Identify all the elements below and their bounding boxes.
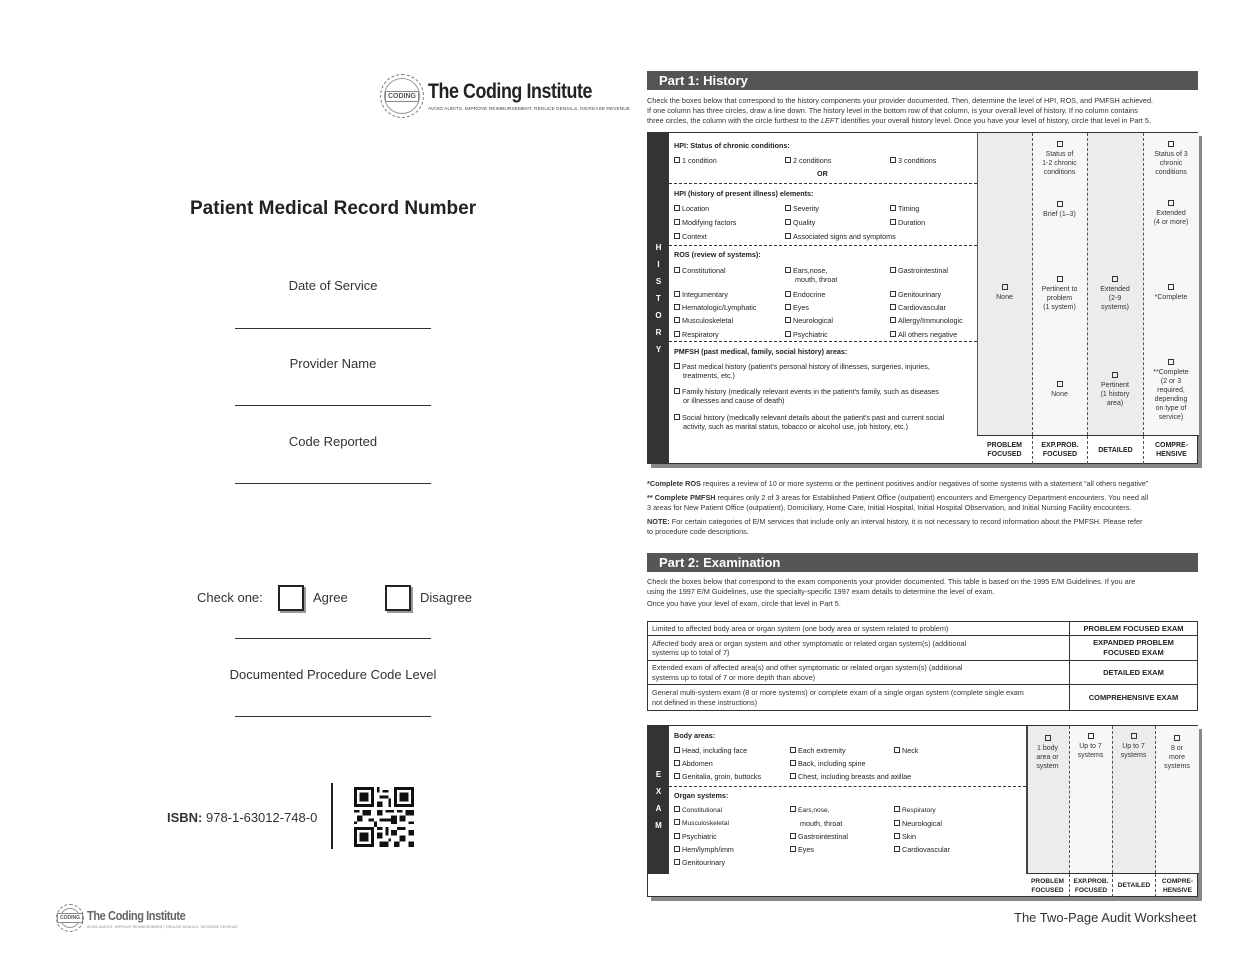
ros-item[interactable]: Eyes: [785, 303, 809, 312]
checkbox-icon: [674, 205, 680, 211]
exam-level-exp-prob-focused[interactable]: EXP.PROB. FOCUSED: [1069, 874, 1112, 897]
checkbox-icon: [674, 747, 680, 753]
isbn-label: ISBN:: [167, 810, 203, 825]
exam-row[interactable]: General multi-system exam (8 or more systems) or complete exam of a single organ system (complete single exam not defined in these instructions) COMPREHENSIVE EXAM: [648, 685, 1197, 710]
checkbox-icon: [785, 157, 791, 163]
qr-code-icon: [354, 787, 414, 847]
provider-name-label: Provider Name: [289, 356, 377, 371]
exam-col-1[interactable]: 1 body area or system: [1026, 732, 1069, 774]
checkbox-icon: [674, 363, 680, 369]
ros-item[interactable]: Neurological: [785, 316, 833, 325]
agreement-line[interactable]: [235, 638, 431, 639]
footer-brand-tagline: AVOID AUDITS, IMPROVE REIMBURSEMENT, REDUCE DENIALS, INCREASE REVENUE: [87, 924, 238, 929]
checkbox-icon: [1168, 284, 1174, 290]
exam-vertical-label: E X A M: [648, 726, 669, 874]
worksheet-footer-title: The Two-Page Audit Worksheet: [1014, 910, 1197, 925]
ros-item[interactable]: Psychiatric: [785, 330, 828, 339]
footer-brand-name: The Coding Institute: [87, 907, 186, 923]
exam-row[interactable]: Affected body area or organ system and other symptomatic or related organ system(s) (additional systems up to total of 7) EXPANDED PROBLEM FOCUSED EXAM: [648, 636, 1197, 661]
part2-instructions: Check the boxes below that correspond to the exam components your provider documented. This table is based on the 1995 E/M Guidelines. If you are using the 1997 E/M Guidelines, use the specialty-specific 1997 exam details to determine the level of exam. Once you have your level of exam, circle that level in Part 5.: [647, 577, 1136, 608]
checkbox-icon: [1112, 372, 1118, 378]
checkbox-icon: [1057, 276, 1063, 282]
agree-checkbox[interactable]: [278, 585, 304, 611]
pmfsh-complete-col[interactable]: **Complete (2 or 3 required, depending on type of service): [1143, 351, 1199, 431]
ros-complete-col[interactable]: *Complete: [1143, 281, 1199, 305]
history-notes: *Complete ROS requires a review of 10 or more systems or the pertinent positives and/or negatives of some systems with a statement “all others negative” ** Complete PMFSH requires only 2 of 3 areas for Established Patient Office (outpatient) encounters and Emergency Department encounters. You need all 3 areas for New Patient Office (outpatient), Domiciliary, Home Care, Initial Hospital, Initial Hospital Observation, and Initial Nursing Facility encounters. NOTE: For certain categories of E/M services that include only an interval history, it is not necessary to record information about the PMFSH. Please refer to procedure code descriptions.: [647, 479, 1149, 536]
code-reported-label: Code Reported: [288, 434, 378, 449]
checkbox-icon: [1174, 735, 1180, 741]
checkbox-icon: [785, 331, 791, 337]
hpi-item[interactable]: Location: [674, 204, 709, 213]
ros-item[interactable]: Musculoskeletal: [674, 316, 733, 325]
checkbox-icon: [674, 291, 680, 297]
ros-heading: ROS (review of systems):: [674, 250, 761, 259]
organ-item[interactable]: Constitutional: [674, 806, 722, 815]
checkbox-icon: [890, 331, 896, 337]
hpi-brief-col[interactable]: Brief (1–3): [1032, 195, 1087, 225]
checkbox-icon: [674, 304, 680, 310]
history-level-problem-focused[interactable]: PROBLEM FOCUSED: [987, 442, 1022, 458]
hpi-status-or: OR: [817, 169, 828, 178]
organ-item: mouth, throat: [800, 819, 843, 828]
checkbox-icon: [1168, 200, 1174, 206]
ros-item[interactable]: Gastrointestinal: [890, 266, 948, 275]
body-area-item[interactable]: Abdomen: [674, 759, 713, 768]
checkbox-icon: [785, 205, 791, 211]
organ-item[interactable]: Cardiovascular: [894, 845, 950, 854]
checkbox-icon: [890, 267, 896, 273]
ros-item[interactable]: All others negative: [890, 330, 957, 339]
checkbox-icon: [1045, 735, 1051, 741]
checkbox-icon: [1168, 359, 1174, 365]
organ-item[interactable]: Respiratory: [894, 806, 936, 815]
checkbox-icon: [1112, 276, 1118, 282]
ros-none-col[interactable]: None: [977, 281, 1032, 305]
checkbox-icon: [894, 820, 900, 826]
checkbox-icon: [785, 304, 791, 310]
checkbox-icon: [890, 291, 896, 297]
organ-item[interactable]: Skin: [894, 832, 916, 841]
disagree-checkbox[interactable]: [385, 585, 411, 611]
checkbox-icon: [1168, 141, 1174, 147]
checkbox-icon: [674, 317, 680, 323]
ros-item[interactable]: Integumentary: [674, 290, 728, 299]
part1-instructions: Check the boxes below that correspond to the history components your provider documented. Then, determine the level of HPI, ROS, and PMFSH achieved. If one column has three circles, draw a line down. The history level in the bottom row of that column, is your overall level of history. If no column contains three circles, the column with the circle furthest to the LEFT identifies your overall history level. Once you have your level of history, circle that level in Part 5.: [647, 96, 1154, 125]
history-level-exp-prob-focused[interactable]: EXP.PROB. FOCUSED: [1032, 436, 1087, 464]
part1-header: Part 1: History: [647, 71, 1198, 90]
hpi-item[interactable]: Quality: [785, 218, 815, 227]
checkbox-icon: [785, 233, 791, 239]
agree-label: Agree: [313, 590, 348, 605]
checkbox-icon: [674, 819, 680, 825]
checkbox-icon: [894, 747, 900, 753]
checkbox-icon: [1002, 284, 1008, 290]
checkbox-icon: [1088, 733, 1094, 739]
pmfsh-item-social[interactable]: Social history (medically relevant details about the patient's past and current social activity, such as marital status, tobacco or alcohol use, job history, etc.): [674, 413, 974, 431]
ros-item[interactable]: Constitutional: [674, 266, 726, 275]
hpi-item[interactable]: Modifying factors: [674, 218, 736, 227]
checkbox-icon: [1057, 141, 1063, 147]
checkbox-icon: [890, 219, 896, 225]
checkbox-icon: [785, 267, 791, 273]
date-of-service-label: Date of Service: [288, 278, 378, 293]
checkbox-icon: [894, 806, 900, 812]
documented-level-line[interactable]: [235, 716, 431, 717]
hpi-item[interactable]: Context: [674, 232, 707, 241]
checkbox-icon: [890, 317, 896, 323]
checkbox-icon: [890, 157, 896, 163]
isbn-value: 978-1-63012-748-0: [206, 810, 318, 825]
body-area-item[interactable]: Genitalia, groin, buttocks: [674, 772, 761, 781]
hpi-status-opt1[interactable]: 1 condition: [674, 156, 717, 165]
ros-item[interactable]: Genitourinary: [890, 290, 941, 299]
checkbox-icon: [674, 760, 680, 766]
checkbox-icon: [790, 773, 796, 779]
organ-item[interactable]: Psychiatric: [674, 832, 717, 841]
brand-name: The Coding Institute: [428, 80, 593, 103]
checkbox-icon: [674, 773, 680, 779]
checkbox-icon: [890, 304, 896, 310]
footer-seal-icon: CODING: [56, 904, 84, 932]
checkbox-icon: [674, 267, 680, 273]
history-level-detailed[interactable]: DETAILED: [1087, 436, 1143, 464]
organ-item[interactable]: Hem/lymph/imm: [674, 845, 734, 854]
checkbox-icon: [785, 219, 791, 225]
hpi-status-extended-col[interactable]: Status of 3 chronic conditions: [1143, 137, 1199, 181]
exam-level-detailed[interactable]: DETAILED: [1112, 874, 1155, 897]
checkbox-icon: [890, 205, 896, 211]
hpi-extended-col[interactable]: Extended (4 or more): [1143, 195, 1199, 233]
exam-col-4[interactable]: 8 or more systems: [1155, 732, 1199, 774]
hpi-item[interactable]: Severity: [785, 204, 819, 213]
hpi-item[interactable]: Timing: [890, 204, 919, 213]
checkbox-icon: [790, 747, 796, 753]
pmfsh-item-family[interactable]: Family history (medically relevant events in the patient's family, such as diseases or illnesses and cause of death): [674, 387, 974, 405]
history-level-comprehensive[interactable]: COMPRE- HENSIVE: [1143, 436, 1199, 464]
history-table: [647, 132, 1198, 464]
part2-header: Part 2: Examination: [647, 553, 1198, 572]
checkbox-icon: [674, 157, 680, 163]
checkbox-icon: [790, 806, 796, 812]
checkbox-icon: [1057, 201, 1063, 207]
checkbox-icon: [790, 760, 796, 766]
body-area-item[interactable]: Back, including spine: [790, 759, 866, 768]
pmfsh-heading: PMFSH (past medical, family, social history) areas:: [674, 347, 848, 356]
checkbox-icon: [674, 806, 680, 812]
checkbox-icon: [674, 846, 680, 852]
body-area-item[interactable]: Each extremity: [790, 746, 846, 755]
isbn-divider: [331, 783, 333, 849]
checkbox-icon: [894, 846, 900, 852]
exam-level-comprehensive[interactable]: COMPRE- HENSIVE: [1155, 874, 1199, 897]
brand-tagline: AVOID AUDITS, IMPROVE REIMBURSEMENT, REDUCE DENIALS, INCREASE REVENUE: [428, 106, 631, 112]
pmfsh-item-past[interactable]: Past medical history (patient's personal history of illnesses, surgeries, injuries, treatments, etc.): [674, 362, 974, 380]
hpi-elements-heading: HPI (history of present illness) elements:: [674, 189, 814, 198]
organ-item[interactable]: Ears,nose,: [790, 806, 830, 815]
ros-item[interactable]: Allergy/Immunologic: [890, 316, 963, 325]
ros-item[interactable]: Respiratory: [674, 330, 719, 339]
exam-row[interactable]: Extended exam of affected area(s) and other symptomatic or related organ system(s) (additional systems up to total of 7 or more depth than above) DETAILED EXAM: [648, 661, 1197, 685]
checkbox-icon: [785, 291, 791, 297]
organ-item[interactable]: Neurological: [894, 819, 942, 828]
checkbox-icon: [790, 833, 796, 839]
checkbox-icon: [785, 317, 791, 323]
hpi-status-opt3[interactable]: 3 conditions: [890, 156, 936, 165]
hpi-item[interactable]: Duration: [890, 218, 925, 227]
history-vertical-label: H I S T O R Y: [648, 133, 669, 463]
organ-item[interactable]: Eyes: [790, 845, 814, 854]
checkbox-icon: [894, 833, 900, 839]
organ-systems-heading: Organ systems:: [674, 791, 729, 800]
checkbox-icon: [1057, 381, 1063, 387]
code-reported-line[interactable]: [235, 483, 431, 484]
ros-item[interactable]: Cardiovascular: [890, 303, 946, 312]
hpi-status-brief-col[interactable]: Status of 1-2 chronic conditions: [1032, 137, 1087, 181]
checkbox-icon: [674, 219, 680, 225]
documented-level-label: Documented Procedure Code Level: [229, 667, 437, 682]
checkbox-icon: [790, 846, 796, 852]
body-areas-heading: Body areas:: [674, 731, 716, 740]
isbn: [167, 810, 317, 825]
checkbox-icon: [1131, 733, 1137, 739]
pmfsh-none-col[interactable]: None: [1032, 378, 1087, 402]
ros-item[interactable]: Ears,nose, mouth, throat: [785, 266, 837, 284]
exam-row[interactable]: Limited to affected body area or organ system (one body area or system related to problem) PROBLEM FOCUSED EXAM: [648, 622, 1197, 636]
coding-institute-seal-icon: CODING: [380, 74, 424, 118]
body-area-item[interactable]: Head, including face: [674, 746, 747, 755]
checkbox-icon: [674, 859, 680, 865]
patient-record-title: Patient Medical Record Number: [190, 198, 477, 219]
exam-level-table: [647, 621, 1198, 711]
checkbox-icon: [674, 331, 680, 337]
date-of-service-line[interactable]: [235, 328, 431, 329]
hpi-status-opt2[interactable]: 2 conditions: [785, 156, 831, 165]
checkbox-icon: [674, 833, 680, 839]
checkbox-icon: [674, 388, 680, 394]
checkbox-icon: [674, 414, 680, 420]
organ-item[interactable]: Genitourinary: [674, 858, 725, 867]
exam-col-3[interactable]: Up to 7 systems: [1112, 732, 1155, 762]
check-one-label: Check one:: [197, 590, 263, 605]
brand-logo: [380, 74, 641, 118]
exam-table: [647, 725, 1198, 897]
ros-pertinent-col[interactable]: Pertinent to problem (1 system): [1032, 273, 1087, 315]
exam-col-2[interactable]: Up to 7 systems: [1069, 732, 1112, 762]
organ-item[interactable]: Musculoskeletal: [674, 819, 729, 828]
exam-level-problem-focused[interactable]: PROBLEM FOCUSED: [1031, 877, 1064, 894]
ros-item[interactable]: Endocrine: [785, 290, 825, 299]
organ-item[interactable]: Gastrointestinal: [790, 832, 848, 841]
body-area-item[interactable]: Chest, including breasts and axillae: [790, 772, 911, 781]
disagree-label: Disagree: [420, 590, 473, 605]
hpi-status-section: HPI: Status of chronic conditions:: [674, 141, 790, 150]
hpi-item[interactable]: Associated signs and symptoms: [785, 232, 896, 241]
ros-item[interactable]: Hematologic/Lymphatic: [674, 303, 756, 312]
body-area-item[interactable]: Neck: [894, 746, 918, 755]
ros-extended-col[interactable]: Extended (2-9 systems): [1087, 273, 1143, 315]
checkbox-icon: [674, 233, 680, 239]
pmfsh-pertinent-col[interactable]: Pertinent (1 history area): [1087, 369, 1143, 411]
footer-brand-logo: [56, 904, 238, 932]
provider-name-line[interactable]: [235, 405, 431, 406]
